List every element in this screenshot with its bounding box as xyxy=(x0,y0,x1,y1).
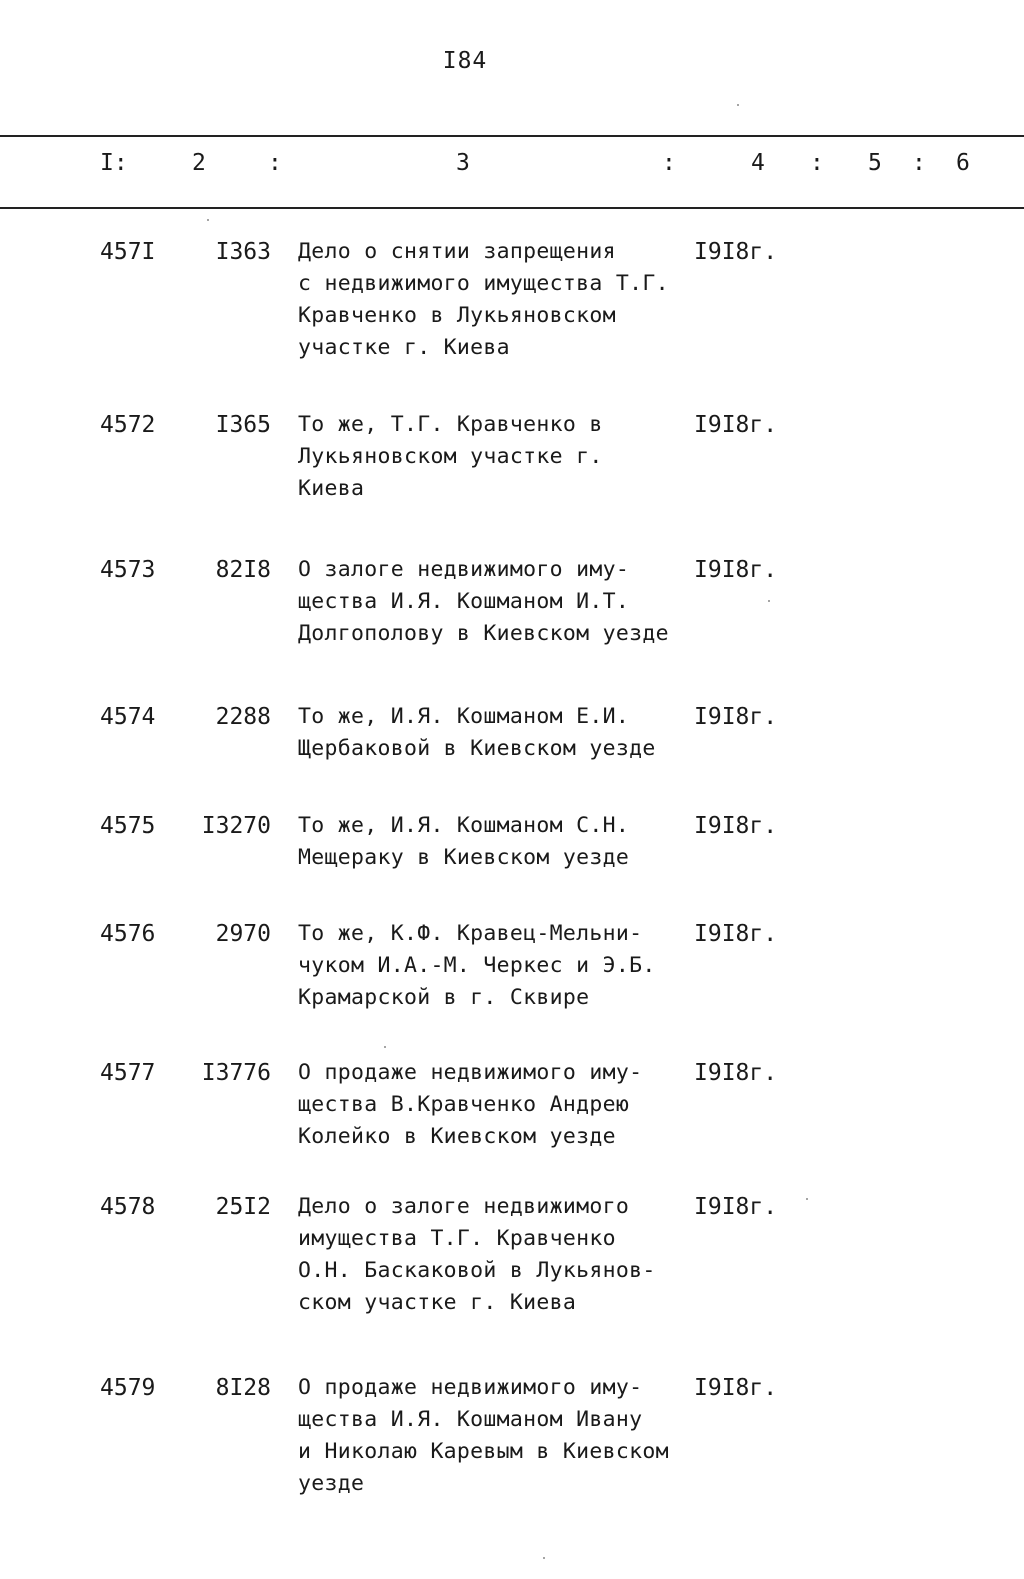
entry-number: 4573 xyxy=(100,557,156,583)
entry-year: I9I8г. xyxy=(694,813,778,839)
column-separator: : xyxy=(268,150,282,176)
column-header-4: 4 xyxy=(751,150,765,176)
entry-number: 4575 xyxy=(100,813,156,839)
entry-year: I9I8г. xyxy=(694,1194,778,1220)
entry-year: I9I8г. xyxy=(694,704,778,730)
entry-number: 4578 xyxy=(100,1194,156,1220)
page-number: I84 xyxy=(442,48,488,74)
scan-speck xyxy=(737,104,739,106)
entry-year: I9I8г. xyxy=(694,1060,778,1086)
entry-year: I9I8г. xyxy=(694,921,778,947)
entry-number: 4576 xyxy=(100,921,156,947)
entry-code: I365 xyxy=(215,412,271,438)
column-header-3: 3 xyxy=(456,150,470,176)
column-header-6: 6 xyxy=(956,150,970,176)
entry-code: 8I28 xyxy=(215,1375,271,1401)
entry-description: Дело о снятии запрещения с недвижимого имущества Т.Г. Кравченко в Лукьяновском участке г. Киева xyxy=(298,239,669,360)
entry-year: I9I8г. xyxy=(694,557,778,583)
scan-speck xyxy=(806,1198,808,1200)
entry-description: Дело о залоге недвижимого имущества Т.Г. Кравченко О.Н. Баскаковой в Лукьянов- ском участке г. Киева xyxy=(298,1194,656,1315)
entry-description: То же, И.Я. Кошманом С.Н. Мещераку в Киевском уезде xyxy=(298,813,630,870)
column-header-2: 2 xyxy=(192,150,206,176)
entry-code: I3270 xyxy=(201,813,271,839)
column-separator: : xyxy=(912,150,926,176)
entry-year: I9I8г. xyxy=(694,412,778,438)
entry-number: 457I xyxy=(100,239,156,265)
entry-description: О продаже недвижимого иму- щества И.Я. Кошманом Ивану и Николаю Каревым в Киевском уезде xyxy=(298,1375,669,1496)
entry-description: То же, К.Ф. Кравец-Мельни- чуком И.А.-М. Черкес и Э.Б. Крамарской в г. Сквире xyxy=(298,921,656,1010)
entry-code: I363 xyxy=(215,239,271,265)
entry-number: 4579 xyxy=(100,1375,156,1401)
entry-code: 2970 xyxy=(215,921,271,947)
entry-year: I9I8г. xyxy=(694,1375,778,1401)
entry-number: 4572 xyxy=(100,412,156,438)
entry-code: I3776 xyxy=(201,1060,271,1086)
column-header-5: 5 xyxy=(868,150,882,176)
entry-code: 25I2 xyxy=(215,1194,271,1220)
entry-code: 2288 xyxy=(215,704,271,730)
entry-code: 82I8 xyxy=(215,557,271,583)
column-separator: : xyxy=(810,150,824,176)
column-separator: : xyxy=(662,150,676,176)
entry-number: 4574 xyxy=(100,704,156,730)
entry-number: 4577 xyxy=(100,1060,156,1086)
entry-description: О залоге недвижимого иму- щества И.Я. Кошманом И.Т. Долгополову в Киевском уезде xyxy=(298,557,669,646)
column-header-1: I: xyxy=(100,150,128,176)
entry-description: То же, Т.Г. Кравченко в Лукьяновском участке г. Киева xyxy=(298,412,603,501)
scan-speck xyxy=(384,1046,386,1048)
entry-description: То же, И.Я. Кошманом Е.И. Щербаковой в Киевском уезде xyxy=(298,704,656,761)
scan-speck xyxy=(768,600,770,602)
entry-description: О продаже недвижимого иму- щества В.Кравченко Андрею Колейко в Киевском уезде xyxy=(298,1060,643,1149)
entry-year: I9I8г. xyxy=(694,239,778,265)
scan-speck xyxy=(543,1557,545,1559)
scan-speck xyxy=(207,219,209,221)
